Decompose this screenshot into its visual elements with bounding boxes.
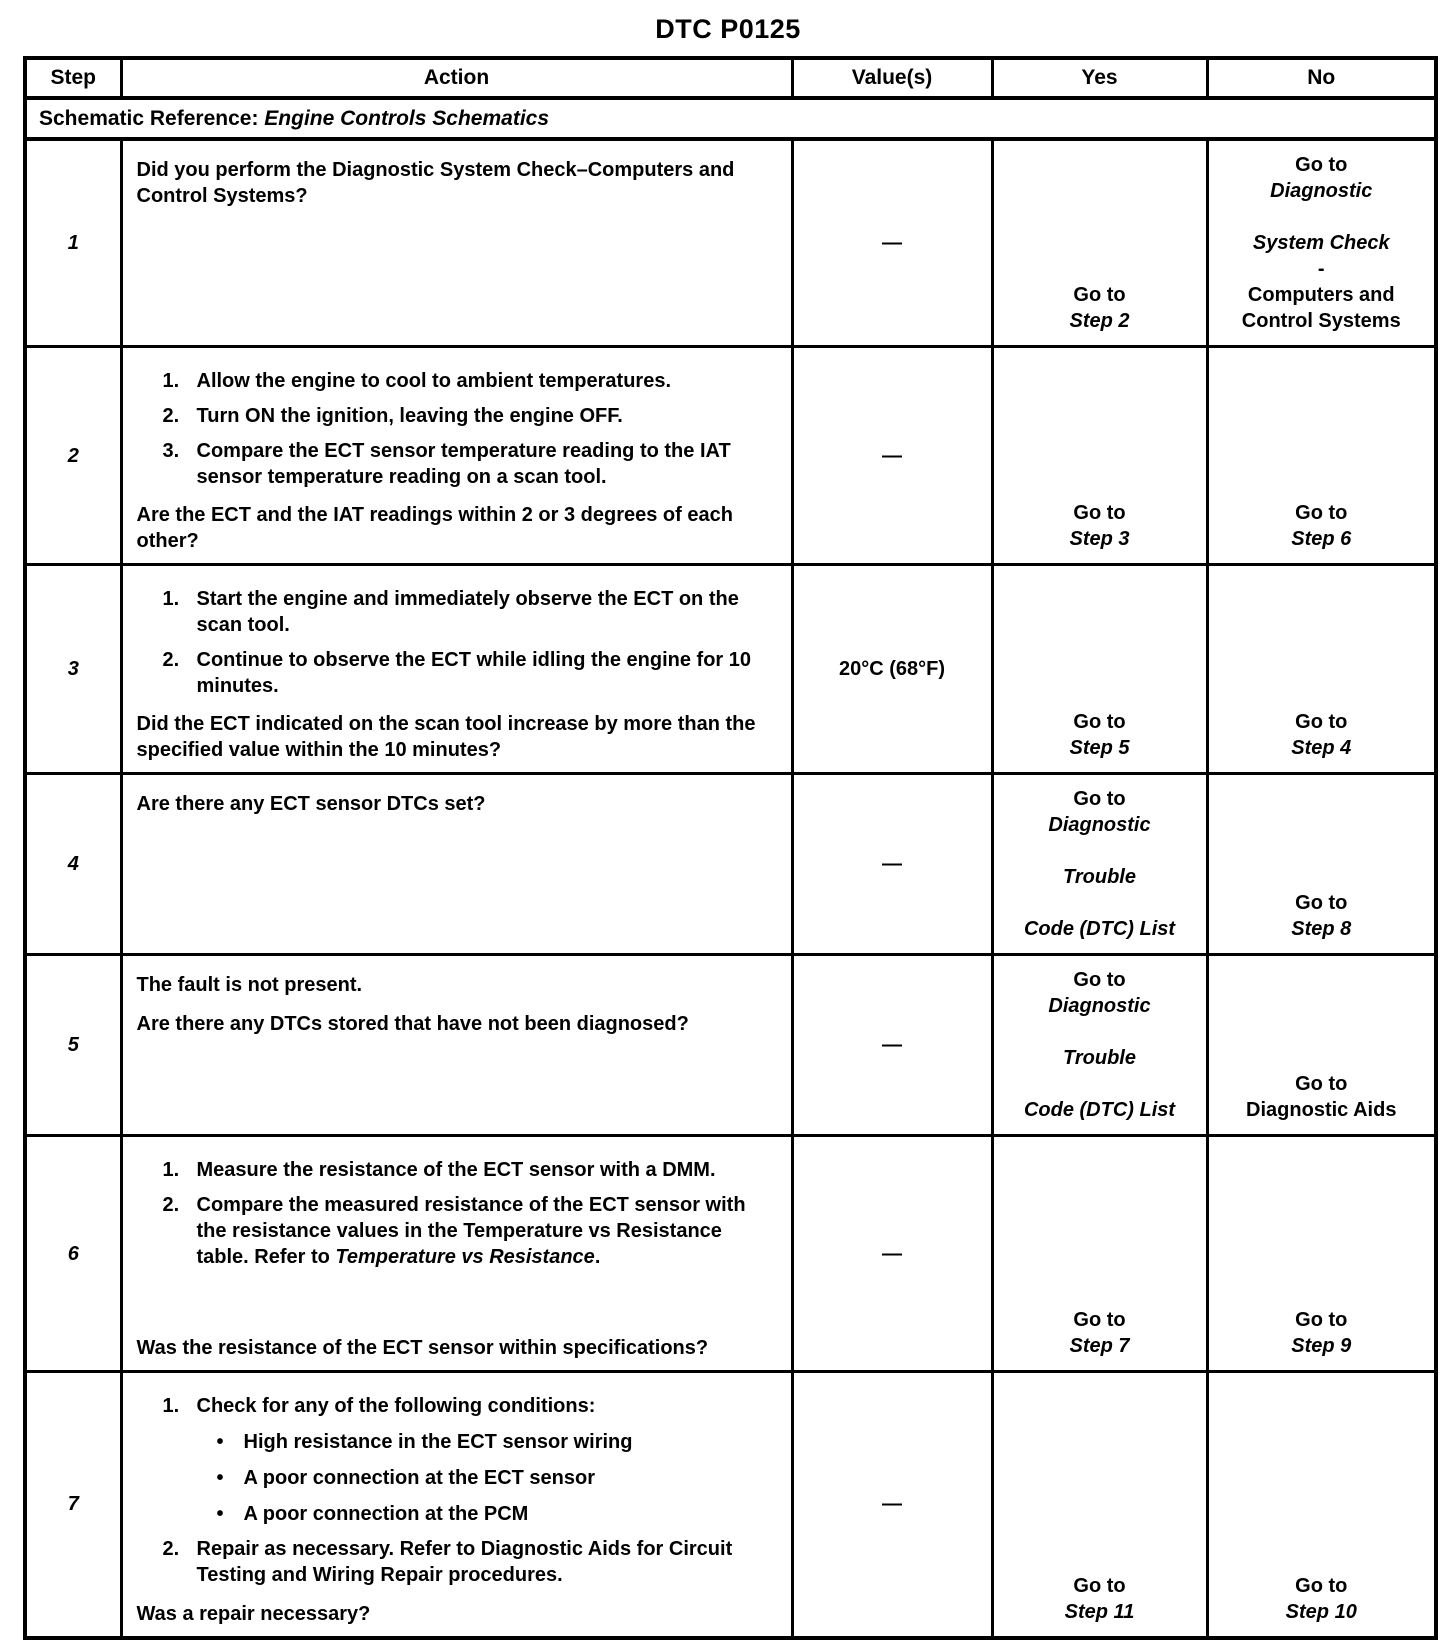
column-header-step: Step <box>25 58 121 98</box>
no-cell-text: Go to Step 4 <box>1291 711 1352 759</box>
yes-cell <box>992 774 1207 955</box>
list-number: 2. <box>162 649 180 671</box>
bullet-text: A poor connection at the ECT sensor <box>243 1467 596 1489</box>
yes-cell-text: Go to Step 7 <box>1069 1309 1130 1357</box>
schematic-reference-row <box>25 98 1436 139</box>
list-number: 1. <box>162 370 180 392</box>
table-header-row <box>25 58 1436 98</box>
bullet-list <box>217 1429 780 1527</box>
no-cell <box>1207 565 1436 774</box>
yes-cell <box>992 1136 1207 1372</box>
action-cell <box>121 347 792 565</box>
bullet-icon: • <box>216 1467 224 1489</box>
list-text: Turn ON the ignition, leaving the engine OFF. <box>196 405 623 427</box>
bullet-text: High resistance in the ECT sensor wiring <box>243 1431 633 1453</box>
step-number-cell: 1 <box>25 139 121 347</box>
list-number: 2. <box>162 405 180 427</box>
action-content <box>124 1138 790 1369</box>
yes-cell <box>992 955 1207 1136</box>
table-row <box>25 955 1436 1136</box>
column-header-action: Action <box>121 58 792 98</box>
no-cell <box>1207 774 1436 955</box>
no-cell <box>1207 1372 1436 1638</box>
action-question: Was the resistance of the ECT sensor within specifications? <box>136 1337 709 1359</box>
no-cell-text: Go to Step 9 <box>1291 1309 1352 1357</box>
action-paragraph: Did you perform the Diagnostic System Check–Computers and Control Systems? <box>136 159 735 207</box>
table-row <box>25 139 1436 347</box>
step-number-cell: 7 <box>25 1372 121 1638</box>
value-cell: — <box>792 1372 992 1638</box>
action-question: Are the ECT and the IAT readings within 2 or 3 degrees of each other? <box>136 504 733 552</box>
action-list-item <box>163 1536 780 1588</box>
list-text: Check for any of the following conditions: • High resistance in the ECT sensor wiring • A poor connection at the ECT sensor • A poor connection at the PCM <box>197 1393 780 1527</box>
column-header-no: No <box>1207 58 1436 98</box>
column-header-values: Value(s) <box>792 58 992 98</box>
schematic-reference-label: Schematic Reference: <box>39 106 259 130</box>
action-cell <box>121 1372 792 1638</box>
action-list-item <box>163 368 780 394</box>
list-text: Continue to observe the ECT while idling the engine for 10 minutes. <box>196 649 751 697</box>
action-paragraph: The fault is not present. <box>136 974 363 996</box>
yes-cell-text: Go to Step 2 <box>1069 284 1130 332</box>
list-number: 3. <box>162 440 180 462</box>
action-cell <box>121 774 792 955</box>
yes-cell-text: Go to Step 3 <box>1069 502 1130 550</box>
schematic-reference-cell <box>25 98 1436 139</box>
step-number-cell: 3 <box>25 565 121 774</box>
list-text: Allow the engine to cool to ambient temperatures. <box>196 370 672 392</box>
action-paragraph: Are there any ECT sensor DTCs set? <box>136 793 486 815</box>
step-number-cell: 4 <box>25 774 121 955</box>
action-list-item <box>163 1192 780 1270</box>
column-header-yes: Yes <box>992 58 1207 98</box>
table-row <box>25 347 1436 565</box>
value-cell: — <box>792 955 992 1136</box>
list-text: Start the engine and immediately observe the ECT on the scan tool. <box>196 588 739 636</box>
action-list-item <box>163 1393 780 1527</box>
yes-cell <box>992 347 1207 565</box>
page-title: DTC P0125 <box>655 14 801 44</box>
step-number-cell: 2 <box>25 347 121 565</box>
no-cell <box>1207 139 1436 347</box>
list-number: 1. <box>162 1395 180 1417</box>
table-row <box>25 1372 1436 1638</box>
action-list-item <box>163 438 780 490</box>
no-cell-text: Go to Diagnostic System Check - Computers and Control Systems <box>1241 154 1401 332</box>
list-number: 1. <box>162 588 180 610</box>
bullet-icon: • <box>216 1503 224 1525</box>
bullet-icon: • <box>216 1431 224 1453</box>
action-list-item <box>163 1157 780 1183</box>
value-cell: — <box>792 347 992 565</box>
value-cell: 20°C (68°F) <box>792 565 992 774</box>
action-question: Was a repair necessary? <box>136 1602 371 1625</box>
no-cell <box>1207 955 1436 1136</box>
no-cell-text: Go to Diagnostic Aids <box>1246 1073 1397 1121</box>
action-paragraph: Are there any DTCs stored that have not been diagnosed? <box>136 1013 689 1035</box>
no-cell-text: Go to Step 6 <box>1291 502 1352 550</box>
bullet-text: A poor connection at the PCM <box>243 1503 529 1525</box>
yes-cell-text: Go to Diagnostic Trouble Code (DTC) List <box>1023 969 1176 1121</box>
yes-cell <box>992 565 1207 774</box>
schematic-reference-value: Engine Controls Schematics <box>264 106 550 130</box>
list-number: 2. <box>162 1538 180 1560</box>
action-list-item <box>163 403 780 429</box>
yes-cell-text: Go to Diagnostic Trouble Code (DTC) List <box>1023 788 1176 940</box>
yes-cell <box>992 139 1207 347</box>
action-list-item <box>163 647 780 699</box>
action-content <box>124 567 790 771</box>
action-content <box>124 142 790 344</box>
list-text: Compare the ECT sensor temperature reading to the IAT sensor temperature reading on a scan tool. <box>196 440 731 488</box>
value-cell: — <box>792 1136 992 1372</box>
value-cell: — <box>792 774 992 955</box>
list-text: Compare the measured resistance of the ECT sensor with the resistance values in the Temperature vs Resistance table. Refer to Temperature vs Resistance. <box>196 1194 746 1268</box>
list-text: Repair as necessary. Refer to Diagnostic Aids for Circuit Testing and Wiring Repair procedures. <box>196 1538 733 1586</box>
action-content <box>124 957 790 1133</box>
list-number: 2. <box>162 1194 180 1216</box>
no-cell <box>1207 347 1436 565</box>
bullet-item <box>217 1465 780 1491</box>
action-content <box>124 1374 790 1635</box>
action-cell <box>121 139 792 347</box>
yes-cell-text: Go to Step 5 <box>1069 711 1130 759</box>
action-content <box>124 349 790 562</box>
action-cell <box>121 955 792 1136</box>
bullet-item <box>217 1501 780 1527</box>
bullet-item <box>217 1429 780 1455</box>
yes-cell-text: Go to Step 11 <box>1064 1574 1135 1623</box>
list-number: 1. <box>162 1159 180 1181</box>
action-content <box>124 776 790 952</box>
list-text: Measure the resistance of the ECT sensor with a DMM. <box>196 1159 716 1181</box>
action-question: Did the ECT indicated on the scan tool increase by more than the specified value within the 10 minutes? <box>136 713 756 761</box>
dtc-table <box>23 56 1438 1640</box>
action-cell <box>121 1136 792 1372</box>
table-row <box>25 1136 1436 1372</box>
no-cell-text: Go to Step 10 <box>1285 1574 1357 1623</box>
action-list-item <box>163 586 780 638</box>
step-number-cell: 6 <box>25 1136 121 1372</box>
step-number-cell: 5 <box>25 955 121 1136</box>
table-row <box>25 774 1436 955</box>
action-cell <box>121 565 792 774</box>
no-cell <box>1207 1136 1436 1372</box>
value-cell: — <box>792 139 992 347</box>
yes-cell <box>992 1372 1207 1638</box>
no-cell-text: Go to Step 8 <box>1291 892 1352 940</box>
table-row <box>25 565 1436 774</box>
